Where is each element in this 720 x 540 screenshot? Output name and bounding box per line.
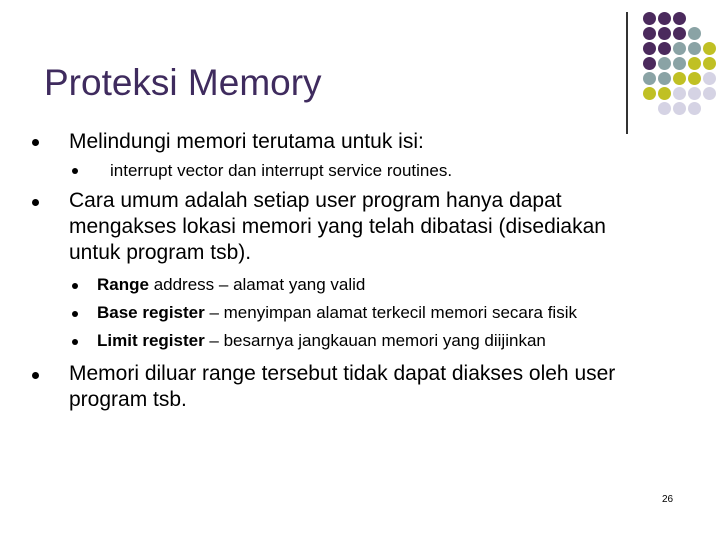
sub-bold: Base register — [97, 303, 205, 322]
bullet-1-line-1: Melindungi memori terutama untuk isi: — [69, 130, 424, 153]
dot-teal — [658, 72, 671, 85]
sub-text: address – alamat yang valid — [148, 275, 366, 294]
dot-teal — [673, 42, 686, 55]
dot-purple — [673, 12, 686, 25]
vertical-divider — [626, 12, 628, 134]
dot-teal — [688, 42, 701, 55]
bullet-2-line-2: mengakses lokasi memori yang telah dibatasi (disediakan — [69, 215, 606, 238]
dot-purple — [643, 27, 656, 40]
bullet-2-sub-1 — [97, 275, 365, 295]
decorative-dot-grid — [640, 12, 720, 122]
slide-title: Proteksi Memory — [44, 62, 322, 103]
bullet-2-sub-2 — [97, 303, 577, 323]
dot-lavender — [673, 102, 686, 115]
dot-purple — [658, 42, 671, 55]
page-number: 26 — [662, 494, 674, 505]
dot-olive — [658, 87, 671, 100]
dot-purple — [643, 57, 656, 70]
dot-olive — [643, 87, 656, 100]
bullet-1-sub-1 — [110, 161, 452, 181]
bullet-icon — [32, 372, 39, 379]
dot-olive — [703, 57, 716, 70]
dot-lavender — [673, 87, 686, 100]
dot-olive — [688, 72, 701, 85]
sub-text: – besarnya jangkauan memori yang diijinkan — [204, 331, 546, 350]
dot-teal — [643, 72, 656, 85]
dot-olive — [703, 42, 716, 55]
bullet-3-line-2: program tsb. — [69, 388, 187, 411]
sub-bold: Range — [97, 275, 149, 294]
dot-lavender — [703, 72, 716, 85]
dot-lavender — [688, 102, 701, 115]
bullet-icon — [32, 139, 39, 146]
bullet-3-line-1: Memori diluar range tersebut tidak dapat diakses oleh user — [69, 362, 616, 385]
sub-bullet-icon — [72, 339, 78, 345]
bullet-2-line-1: Cara umum adalah setiap user program hanya dapat — [69, 189, 562, 212]
dot-teal — [673, 57, 686, 70]
dot-lavender — [703, 87, 716, 100]
sub-bullet-icon — [72, 168, 78, 174]
sub-bold: Limit register — [97, 331, 205, 350]
bullet-2-sub-3 — [97, 331, 546, 351]
bullet-2-line-3: untuk program tsb). — [69, 241, 252, 264]
dot-lavender — [658, 102, 671, 115]
dot-purple — [643, 12, 656, 25]
sub-bullet-icon — [72, 311, 78, 317]
sub-text: – menyimpan alamat terkecil memori secara fisik — [204, 303, 577, 322]
dot-purple — [643, 42, 656, 55]
dot-olive — [688, 57, 701, 70]
sub-bullet-icon — [72, 283, 78, 289]
dot-lavender — [688, 87, 701, 100]
dot-purple — [658, 27, 671, 40]
sub-text: interrupt vector dan interrupt service routines. — [110, 161, 453, 180]
dot-olive — [673, 72, 686, 85]
dot-teal — [658, 57, 671, 70]
dot-purple — [658, 12, 671, 25]
bullet-icon — [32, 199, 39, 206]
dot-purple — [673, 27, 686, 40]
dot-teal — [688, 27, 701, 40]
